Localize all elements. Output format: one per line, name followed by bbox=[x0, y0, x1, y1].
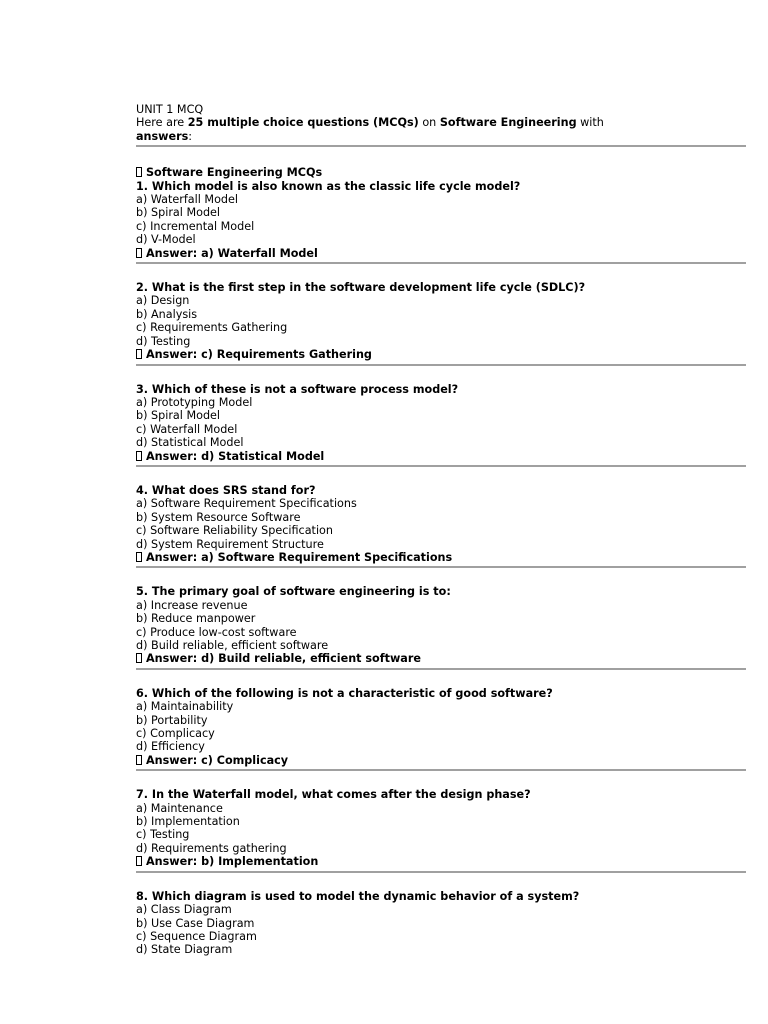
answer-text bbox=[146, 551, 452, 564]
answer-value: a) Software Requirement Specifications bbox=[201, 550, 453, 564]
missing-glyph-icon bbox=[136, 349, 142, 359]
divider bbox=[136, 566, 746, 568]
answer-prefix: Answer: bbox=[146, 753, 202, 767]
answer-value: c) Requirements Gathering bbox=[201, 348, 372, 362]
option-item: c) Produce low-cost software bbox=[136, 625, 297, 639]
answer-line bbox=[136, 754, 746, 767]
intro-colon: : bbox=[188, 129, 193, 143]
option-item: d) State Diagram bbox=[136, 943, 233, 957]
option-item: a) Prototyping Model bbox=[136, 395, 253, 409]
divider bbox=[136, 262, 746, 264]
intro-pre: Here are bbox=[136, 116, 188, 130]
intro-answers: answers bbox=[136, 129, 189, 143]
question-text-bold: 2. What is the first step in the software development life cycle (SDLC)? bbox=[136, 281, 586, 295]
question-text-bold: 7. In the Waterfall model, what comes after the design phase? bbox=[136, 788, 531, 802]
intro-post: with bbox=[576, 116, 604, 130]
question-text bbox=[136, 687, 746, 700]
answer-text bbox=[146, 754, 288, 767]
answer-prefix: Answer: bbox=[146, 652, 202, 666]
question-block bbox=[136, 788, 746, 872]
option-item: a) Software Requirement Specifications bbox=[136, 497, 357, 511]
answer-text bbox=[146, 652, 421, 665]
answer-line bbox=[136, 855, 746, 868]
divider bbox=[136, 871, 746, 873]
question-block bbox=[136, 890, 746, 957]
missing-glyph-icon bbox=[136, 653, 142, 663]
option-item: b) Use Case Diagram bbox=[136, 916, 255, 930]
option-item: c) Software Reliability Specification bbox=[136, 524, 333, 538]
option-item: b) Spiral Model bbox=[136, 206, 221, 220]
option-item: a) Maintainability bbox=[136, 700, 234, 714]
intro-count: 25 multiple choice questions (MCQs) bbox=[187, 116, 419, 130]
answer-text bbox=[146, 348, 372, 361]
question-text bbox=[136, 585, 746, 598]
question-text bbox=[136, 281, 746, 294]
option-item: d) Testing bbox=[136, 334, 191, 348]
question-block bbox=[136, 687, 746, 771]
option-item: d) Efficiency bbox=[136, 740, 205, 754]
answer-value: a) Waterfall Model bbox=[201, 246, 318, 260]
question-text-bold: 6. Which of the following is not a characteristic of good software? bbox=[136, 686, 553, 700]
answer-prefix: Answer: bbox=[146, 348, 202, 362]
question-block bbox=[136, 281, 746, 365]
divider bbox=[136, 668, 746, 670]
missing-glyph-icon bbox=[136, 451, 142, 461]
answer-value: d) Build reliable, efficient software bbox=[201, 652, 421, 666]
question-block bbox=[136, 383, 746, 467]
option-item: b) Reduce manpower bbox=[136, 612, 256, 626]
question-block bbox=[136, 180, 746, 264]
question-text bbox=[136, 788, 746, 801]
question-text bbox=[136, 890, 746, 903]
answer-prefix: Answer: bbox=[146, 246, 202, 260]
option-item: c) Incremental Model bbox=[136, 219, 255, 233]
answer-prefix: Answer: bbox=[146, 449, 202, 463]
option-item: b) System Resource Software bbox=[136, 510, 301, 524]
option-item: c) Sequence Diagram bbox=[136, 929, 257, 943]
answer-value: d) Statistical Model bbox=[201, 449, 325, 463]
answer-text bbox=[146, 450, 324, 463]
question-list bbox=[136, 180, 746, 957]
intro-line-2 bbox=[136, 130, 746, 143]
answer-value: b) Implementation bbox=[201, 855, 319, 869]
divider bbox=[136, 364, 746, 366]
answer-line bbox=[136, 551, 746, 564]
option-item: a) Waterfall Model bbox=[136, 193, 239, 207]
question-text-bold: 8. Which diagram is used to model the dynamic behavior of a system? bbox=[136, 889, 580, 903]
answer-line bbox=[136, 450, 746, 463]
option-item: d) V-Model bbox=[136, 233, 196, 247]
intro-line bbox=[136, 116, 746, 129]
answer-text bbox=[146, 855, 318, 868]
answer-line bbox=[136, 652, 746, 665]
option-item: d) System Requirement Structure bbox=[136, 537, 324, 551]
option-item: c) Complicacy bbox=[136, 727, 215, 741]
option-item: a) Increase revenue bbox=[136, 598, 248, 612]
option-item: a) Class Diagram bbox=[136, 903, 232, 917]
option-item: d) Requirements gathering bbox=[136, 841, 287, 855]
intro-mid: on bbox=[418, 116, 440, 130]
missing-glyph-icon bbox=[136, 248, 142, 258]
answer-prefix: Answer: bbox=[146, 550, 202, 564]
question-text bbox=[136, 180, 746, 193]
unit-title: UNIT 1 MCQ bbox=[136, 103, 204, 116]
option-item: c) Requirements Gathering bbox=[136, 321, 288, 335]
option-item: b) Analysis bbox=[136, 307, 198, 321]
question-block bbox=[136, 484, 746, 568]
answer-line bbox=[136, 348, 746, 361]
question-text-bold: 5. The primary goal of software engineering is to: bbox=[136, 585, 451, 599]
document-page bbox=[136, 103, 746, 957]
question-text bbox=[136, 383, 746, 396]
answer-text bbox=[146, 247, 318, 260]
answer-prefix: Answer: bbox=[146, 855, 202, 869]
answer-line bbox=[136, 247, 746, 260]
question-text bbox=[136, 484, 746, 497]
missing-glyph-icon bbox=[136, 856, 142, 866]
option-item: a) Design bbox=[136, 294, 190, 308]
question-block bbox=[136, 585, 746, 669]
option-item: a) Maintenance bbox=[136, 801, 223, 815]
question-text-bold: 4. What does SRS stand for? bbox=[136, 483, 316, 497]
divider bbox=[136, 769, 746, 771]
option-item: c) Testing bbox=[136, 828, 190, 842]
intro-subject: Software Engineering bbox=[439, 116, 577, 130]
option-item: b) Spiral Model bbox=[136, 409, 221, 423]
missing-glyph-icon bbox=[136, 755, 142, 765]
question-text-bold: 3. Which of these is not a software process model? bbox=[136, 382, 459, 396]
section-heading: Software Engineering MCQs bbox=[146, 166, 323, 180]
section-heading-line bbox=[136, 166, 746, 179]
option-item: c) Waterfall Model bbox=[136, 422, 238, 436]
option-item: d) Build reliable, efficient software bbox=[136, 639, 329, 652]
question-text-bold: 1. Which model is also known as the classic life cycle model? bbox=[136, 179, 521, 193]
answer-value: c) Complicacy bbox=[201, 753, 289, 767]
option-item: b) Implementation bbox=[136, 815, 240, 829]
option-item: b) Portability bbox=[136, 713, 208, 727]
missing-glyph-icon bbox=[136, 552, 142, 562]
divider bbox=[136, 465, 746, 467]
missing-glyph-icon bbox=[136, 167, 142, 177]
option-item: d) Statistical Model bbox=[136, 436, 244, 450]
